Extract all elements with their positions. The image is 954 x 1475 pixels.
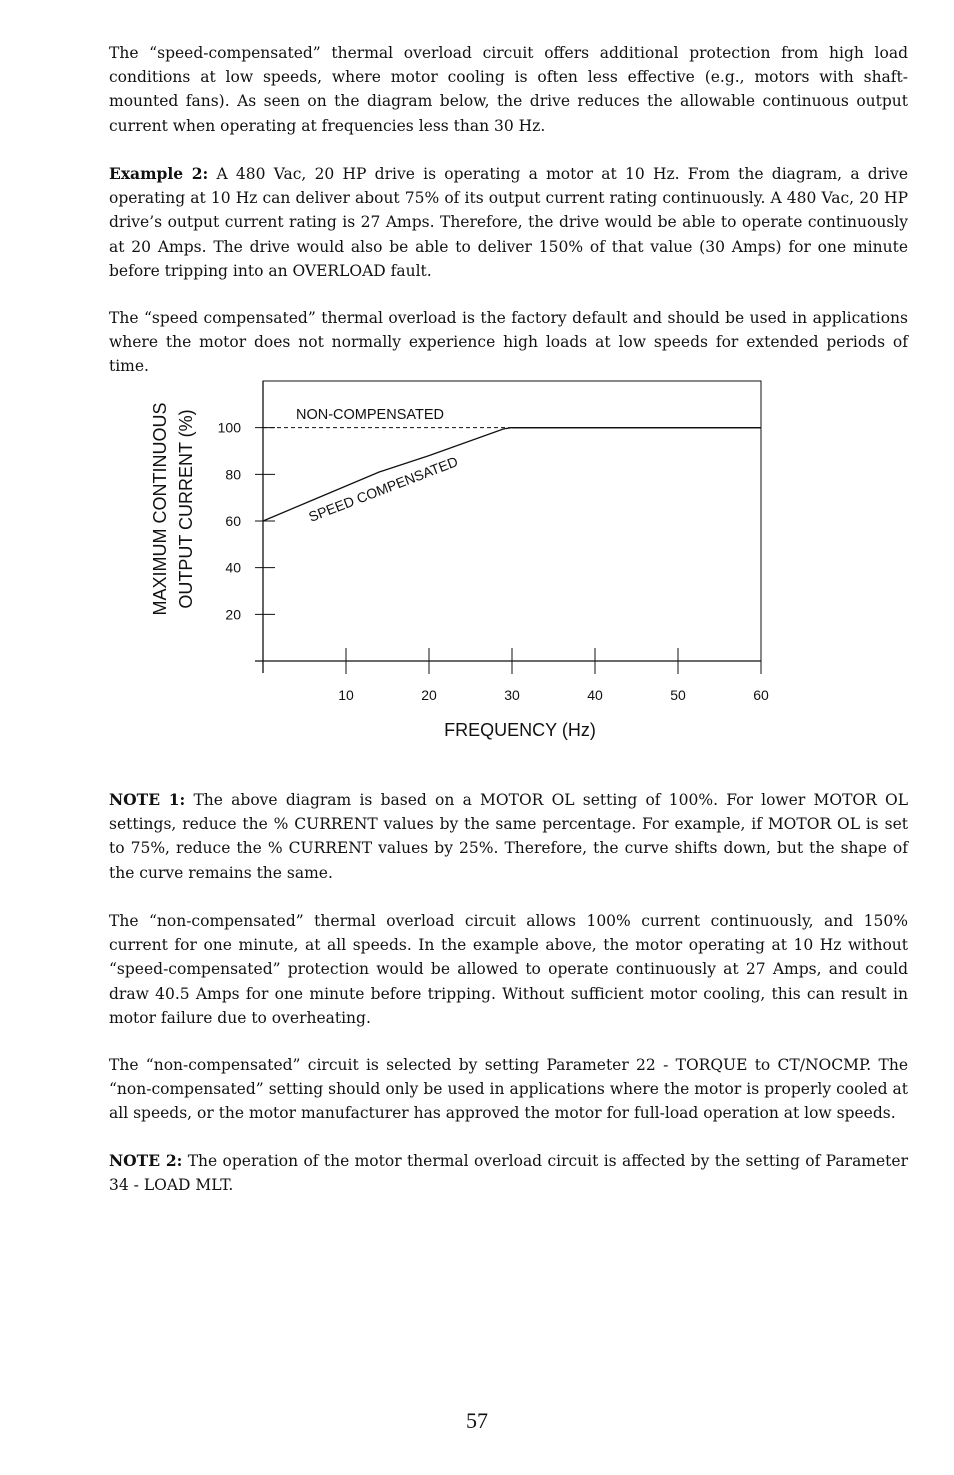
y-tick-label: 80 bbox=[225, 466, 241, 483]
y-tick-label: 100 bbox=[217, 419, 241, 436]
selection-paragraph: The “non-compensated” circuit is selected by setting Parameter 22 - TORQUE to CT/NOCMP. The “non-compensated” setting should only be used in applications where the motor is properly cooled at all speeds, or the motor manufacturer has approved the motor for full-load operation at low speeds. bbox=[109, 1056, 908, 1123]
note-1-text: The above diagram is based on a MOTOR OL setting of 100%. For lower MOTOR OL settings, reduce the % CURRENT values by the same percentage. For example, if MOTOR OL is set to 75%, reduce the % CURRENT values by 25%. Therefore, the curve shifts down, but the shape of the curve remains the same. bbox=[109, 791, 909, 882]
page-number: 57 bbox=[466, 1408, 488, 1433]
example-2-paragraph bbox=[109, 162, 908, 283]
non-compensated-label: NON-COMPENSATED bbox=[296, 407, 444, 423]
x-tick-label: 30 bbox=[504, 687, 520, 703]
intro-paragraph: The “speed-compensated” thermal overload circuit offers additional protection from high load conditions at low speeds, where motor cooling is often less effective (e.g., motors with shaft-mounted fans). As seen on the diagram below, the drive reduces the allowable continuous output current when operating at frequencies less than 30 Hz. bbox=[109, 44, 908, 135]
x-tick-label: 50 bbox=[670, 687, 686, 703]
note-2-text: The operation of the motor thermal overload circuit is affected by the setting of Parameter 34 - LOAD MLT. bbox=[109, 1152, 908, 1195]
y-axis-title-line-1: MAXIMUM CONTINUOUS bbox=[150, 402, 170, 616]
factory-default-paragraph: The “speed compensated” thermal overload is the factory default and should be used in applications where the motor does not normally experience high loads at low speeds for extended periods of time. bbox=[109, 309, 908, 376]
chart-layer bbox=[150, 381, 769, 740]
plot-frame bbox=[263, 381, 761, 661]
note-2-label: NOTE 2: bbox=[109, 1151, 183, 1170]
x-tick-label: 60 bbox=[753, 687, 769, 703]
speed-compensated-label: SPEED COMPENSATED bbox=[306, 453, 460, 525]
y-tick-label: 60 bbox=[225, 513, 241, 529]
non-compensated-paragraph: The “non-compensated” thermal overload circuit allows 100% current continuously, and 150% current for one minute, at all speeds. In the example above, the motor operating at 10 Hz without “speed-compensated” protection would be allowed to operate continuously at 27 Amps, and could draw 40.5 Amps for one minute before tripping. Without sufficient motor cooling, this can result in motor failure due to overheating. bbox=[109, 912, 908, 1027]
note-1-label: NOTE 1: bbox=[109, 790, 186, 809]
y-axis-title-line-2: OUTPUT CURRENT (%) bbox=[176, 409, 196, 609]
y-tick-label: 40 bbox=[225, 559, 241, 576]
x-axis-title: FREQUENCY (Hz) bbox=[444, 720, 596, 740]
x-tick-label: 20 bbox=[421, 687, 437, 703]
note-2-paragraph bbox=[109, 1149, 908, 1197]
overload-chart bbox=[140, 375, 800, 755]
x-tick-label: 40 bbox=[587, 687, 603, 703]
x-tick-label: 10 bbox=[338, 687, 354, 703]
example-2-label: Example 2: bbox=[109, 164, 209, 183]
example-2-text: A 480 Vac, 20 HP drive is operating a motor at 10 Hz. From the diagram, a drive operating at 10 Hz can deliver about 75% of its output current rating continuously. A 480 Vac, 20 HP drive’s output current rating is 27 Amps. Therefore, the drive would be able to operate continuously at 20 Amps. The drive would also be able to deliver 150% of that value (30 Amps) for one minute before tripping into an OVERLOAD fault. bbox=[109, 165, 909, 280]
y-tick-label: 20 bbox=[225, 606, 241, 623]
note-1-paragraph bbox=[109, 788, 908, 885]
